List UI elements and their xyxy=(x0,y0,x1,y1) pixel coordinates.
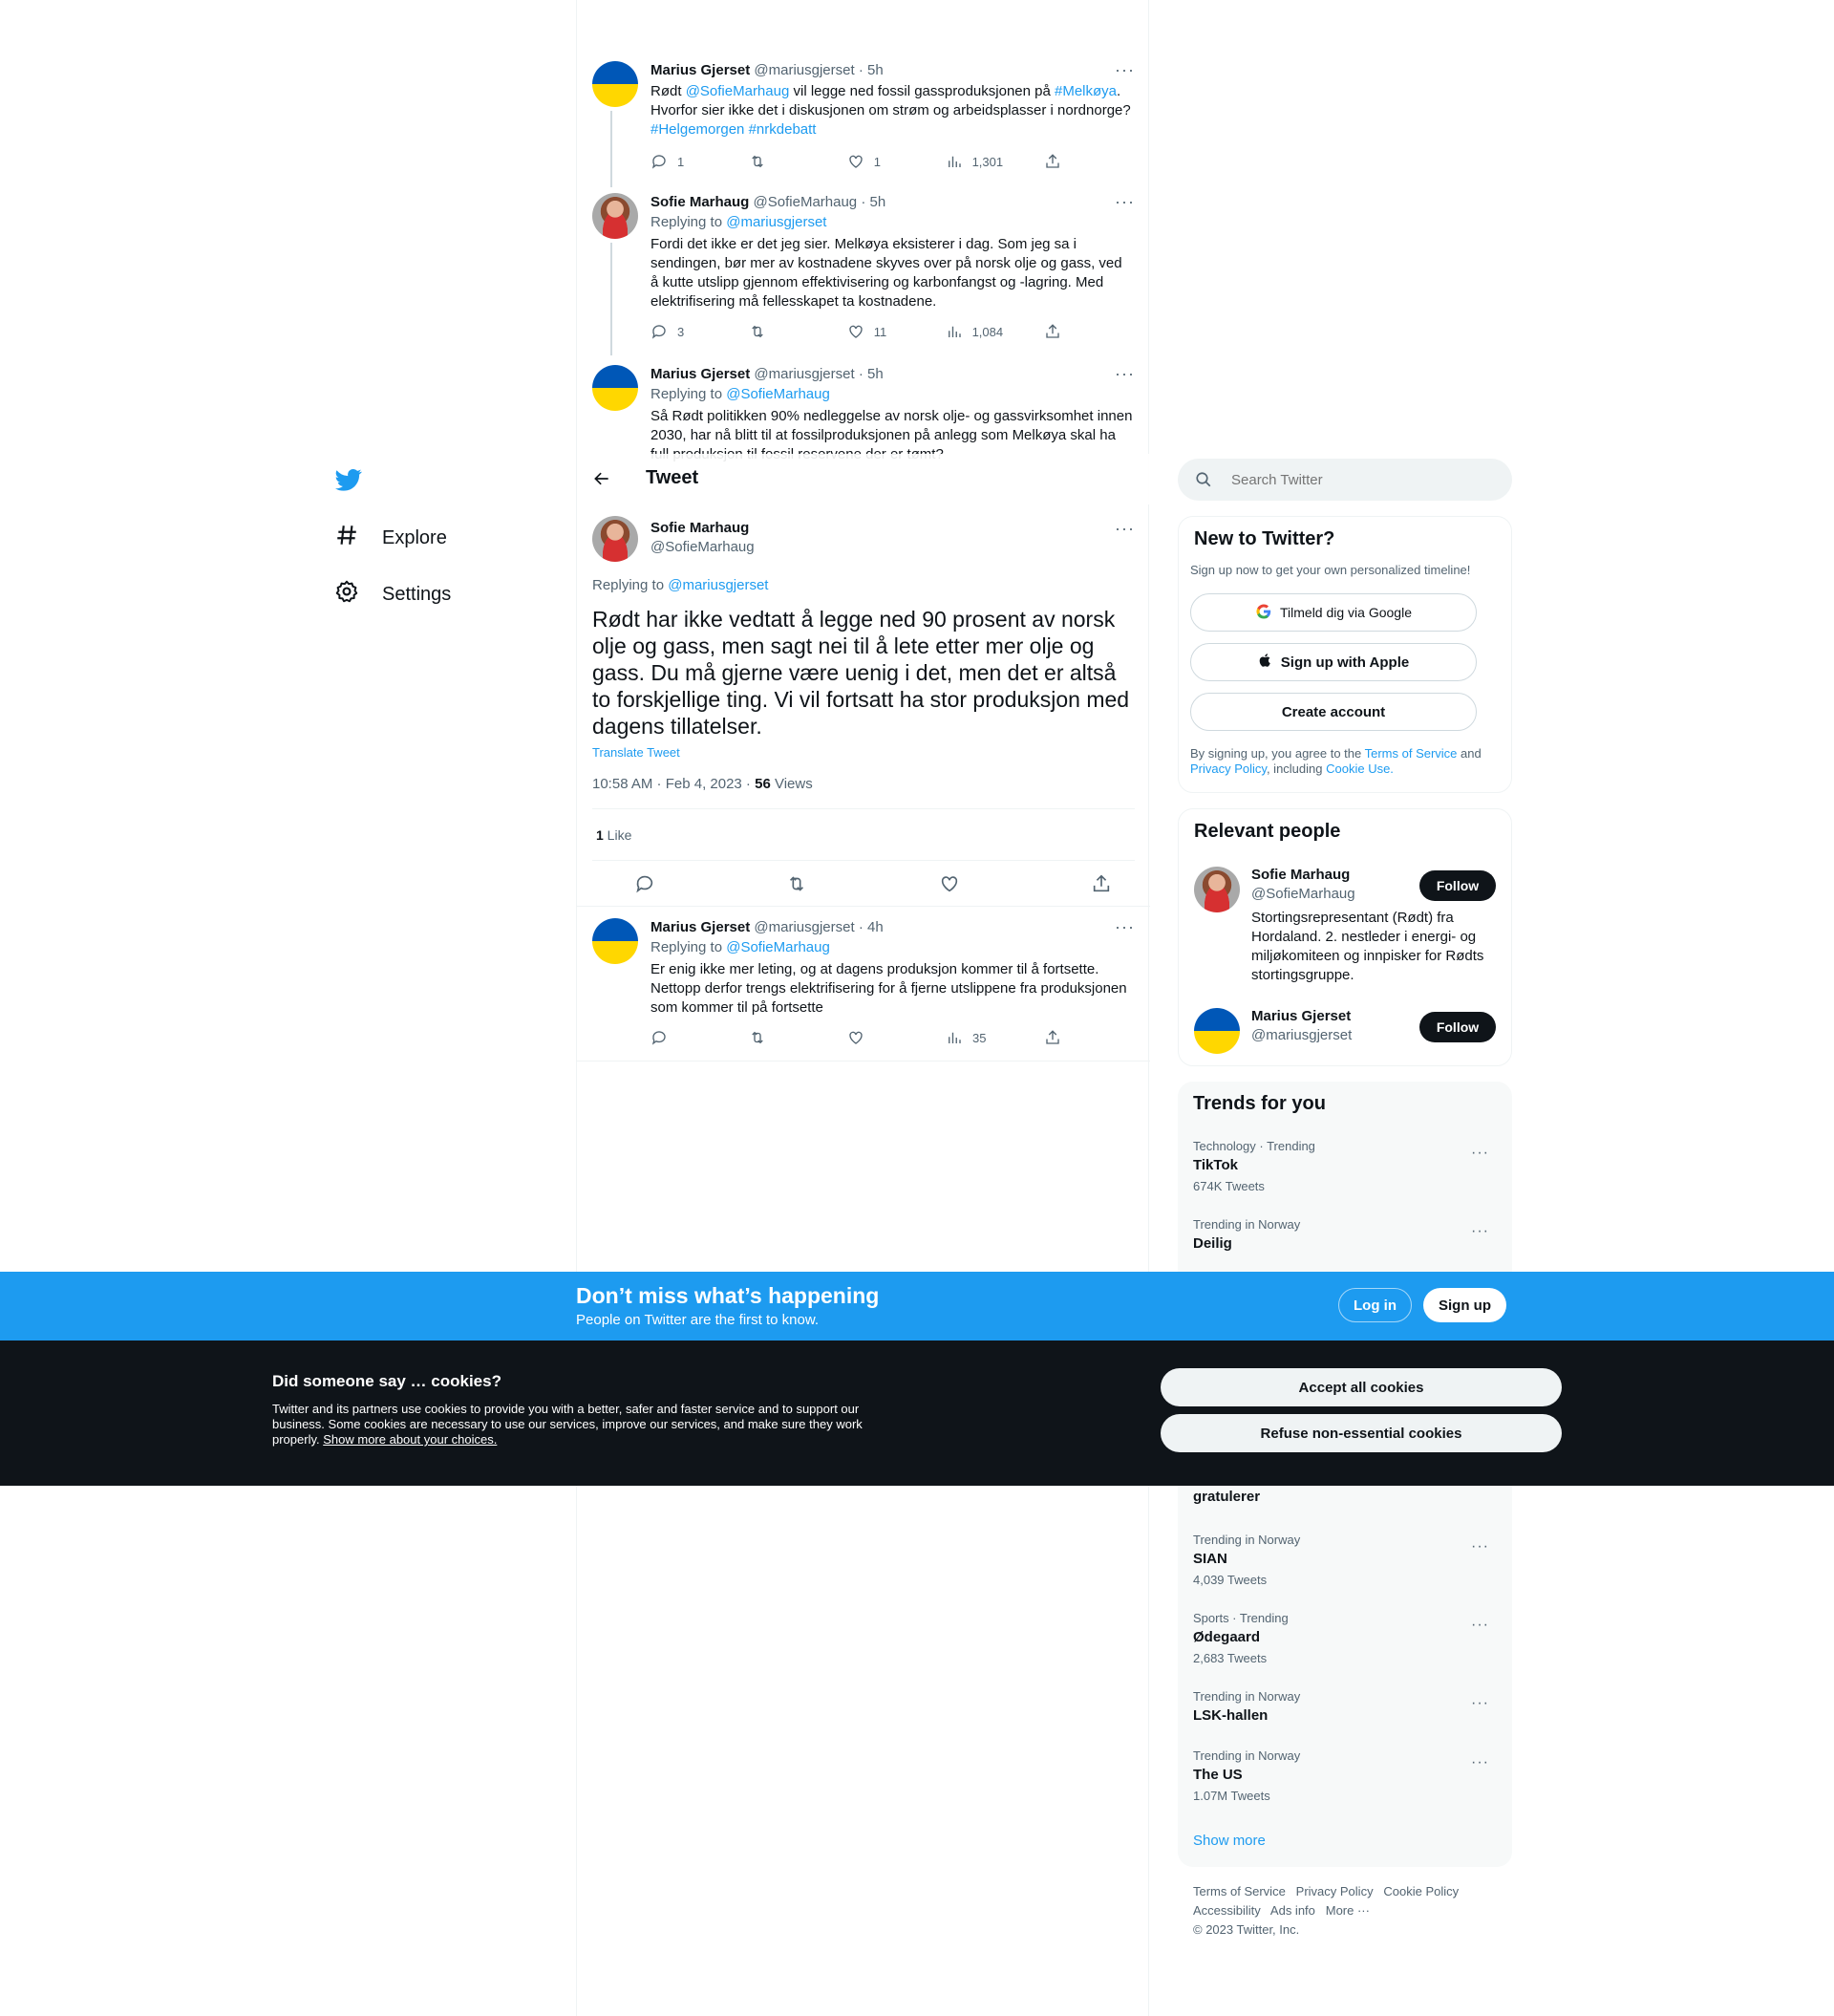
signup-button[interactable]: Sign up xyxy=(1423,1288,1506,1322)
retweet-icon xyxy=(749,323,766,340)
trend-name: Deilig xyxy=(1193,1235,1232,1252)
more-icon[interactable]: ··· xyxy=(1115,364,1135,383)
retweet-button[interactable] xyxy=(749,153,806,170)
signup-card xyxy=(1178,516,1512,793)
replying-to xyxy=(650,386,830,402)
divider xyxy=(577,906,1150,907)
more-icon[interactable]: ··· xyxy=(1115,60,1135,79)
trend-name: TikTok xyxy=(1193,1157,1238,1173)
reply-count: 1 xyxy=(677,154,685,169)
trend-category: Trending in Norway xyxy=(1193,1217,1301,1232)
banner-subtitle: People on Twitter are the first to know. xyxy=(576,1312,820,1328)
trend-name: The US xyxy=(1193,1767,1243,1783)
reply-count: 3 xyxy=(677,324,685,339)
trend-category: Trending in Norway xyxy=(1193,1748,1301,1763)
translate-link[interactable]: Translate Tweet xyxy=(592,745,680,760)
author-name[interactable]: Sofie Marhaug xyxy=(650,194,750,210)
sidebar-footer xyxy=(1193,1882,1499,1940)
footer-link[interactable]: More ··· xyxy=(1325,1903,1370,1918)
retweet-button[interactable] xyxy=(749,1029,806,1046)
nav-explore[interactable] xyxy=(334,523,447,553)
trend-item[interactable] xyxy=(1193,1217,1497,1252)
likes-count: 1 xyxy=(596,827,604,843)
reply-icon[interactable] xyxy=(634,873,655,899)
share-icon[interactable] xyxy=(1091,873,1112,899)
mention-link[interactable]: @SofieMarhaug xyxy=(726,939,830,955)
tweet-header xyxy=(650,919,884,935)
main-tweet-actions xyxy=(634,873,1112,899)
thread-connector xyxy=(610,111,612,187)
footer-link[interactable]: Accessibility xyxy=(1193,1903,1261,1918)
mention-link[interactable]: @SofieMarhaug xyxy=(685,83,790,99)
like-button[interactable] xyxy=(847,153,905,170)
trend-category: Trending in Norway xyxy=(1193,1689,1301,1704)
create-account-label: Create account xyxy=(1281,703,1386,720)
tweet-text: Er enig ikke mer leting, og at dagens produksjon kommer til å fortsette. Nettopp derfor trengs elektrifisering for å fjerne utslippene fra produksjonen som kommer til på fortsette xyxy=(650,961,1127,1016)
cookie-text xyxy=(272,1402,884,1448)
trend-category: Trending in Norway xyxy=(1193,1533,1301,1547)
author-name[interactable]: Marius Gjerset xyxy=(650,366,751,382)
google-icon xyxy=(1255,603,1272,623)
nav-explore-label: Explore xyxy=(382,526,447,548)
avatar[interactable] xyxy=(1194,1008,1240,1054)
google-signup-label: Tilmeld dig via Google xyxy=(1280,605,1412,620)
like-button[interactable] xyxy=(847,323,905,340)
mention-link[interactable]: @mariusgjerset xyxy=(668,577,769,593)
tweet-actions xyxy=(650,153,1061,170)
more-icon[interactable]: ··· xyxy=(1471,1695,1489,1711)
tweet-header xyxy=(650,366,884,382)
retweet-icon[interactable] xyxy=(786,873,807,899)
search-icon xyxy=(1195,471,1212,493)
heart-icon xyxy=(847,1029,864,1046)
author-handle[interactable]: @mariusgjerset xyxy=(754,62,855,78)
share-icon xyxy=(1044,1029,1061,1046)
likes-summary[interactable] xyxy=(596,827,631,843)
author-name[interactable]: Marius Gjerset xyxy=(650,919,751,935)
trend-item[interactable] xyxy=(1193,1748,1497,1803)
heart-icon xyxy=(847,323,864,340)
tweet-actions xyxy=(650,1029,1061,1046)
avatar[interactable] xyxy=(592,193,638,239)
more-icon[interactable]: ··· xyxy=(1471,1538,1489,1555)
text-segment: Rødt xyxy=(650,83,686,99)
author-handle[interactable]: @mariusgjerset xyxy=(754,366,855,382)
apple-icon xyxy=(1258,652,1273,673)
likes-label: Like xyxy=(603,827,632,843)
privacy-link[interactable]: Privacy Policy xyxy=(1190,761,1267,776)
terms-link[interactable]: Terms of Service xyxy=(1364,746,1458,761)
retweet-icon xyxy=(749,153,766,170)
retweet-button[interactable] xyxy=(749,323,806,340)
show-more-link[interactable]: Show more xyxy=(1193,1833,1266,1849)
avatar[interactable] xyxy=(592,918,638,964)
replying-label: Replying to xyxy=(650,214,723,230)
footer-link[interactable]: Privacy Policy xyxy=(1295,1884,1374,1898)
more-icon[interactable]: ··· xyxy=(1115,917,1135,936)
follow-button[interactable]: Follow xyxy=(1419,870,1496,901)
person-handle[interactable]: @SofieMarhaug xyxy=(1251,886,1355,902)
tweet-header xyxy=(650,62,884,78)
replying-label: Replying to xyxy=(650,386,723,402)
reply-icon xyxy=(650,1029,668,1046)
thread-connector xyxy=(610,243,612,355)
share-button[interactable] xyxy=(1044,1029,1061,1046)
tweet-text xyxy=(650,82,1133,139)
trend-category: Sports · Trending xyxy=(1193,1611,1289,1625)
tweet-time[interactable]: · 5h xyxy=(858,366,884,382)
divider xyxy=(592,860,1135,861)
divider xyxy=(592,808,1135,809)
views-button[interactable] xyxy=(946,153,1004,170)
accept-cookies-button[interactable]: Accept all cookies xyxy=(1161,1368,1562,1406)
google-signup-button[interactable] xyxy=(1190,593,1477,632)
replying-to xyxy=(650,214,826,230)
share-icon xyxy=(1044,153,1061,170)
create-account-button[interactable] xyxy=(1190,693,1477,731)
hashtag-icon xyxy=(334,523,359,553)
trend-name: Ødegaard xyxy=(1193,1629,1261,1645)
replying-to xyxy=(592,577,768,593)
like-button[interactable] xyxy=(847,1029,905,1046)
trend-item[interactable] xyxy=(1193,1485,1497,1505)
legal-text: and xyxy=(1457,746,1482,761)
views-label: Views xyxy=(770,776,813,792)
views-count: 35 xyxy=(972,1030,987,1045)
person-bio: Stortingsrepresentant (Rødt) fra Hordaland. 2. nestleder i energi- og miljøkomiteen og innpisker for Rødts stortingsgruppe. xyxy=(1251,910,1484,983)
trend-count: 1.07M Tweets xyxy=(1193,1789,1270,1803)
login-button[interactable]: Log in xyxy=(1338,1288,1412,1322)
signup-subtitle: Sign up now to get your own personalized timeline! xyxy=(1190,563,1471,577)
views-count: 1,084 xyxy=(971,324,1004,339)
author-handle[interactable]: @SofieMarhaug xyxy=(753,194,858,210)
trend-item[interactable] xyxy=(1193,1533,1497,1587)
trend-category: Technology · Trending xyxy=(1193,1139,1315,1153)
like-count: 11 xyxy=(873,324,887,339)
views-count: 1,301 xyxy=(971,154,1004,169)
share-icon xyxy=(1044,323,1061,340)
hashtag-link[interactable]: #nrkdebatt xyxy=(748,121,817,138)
footer-link[interactable]: Ads info xyxy=(1269,1903,1315,1918)
tweet-page-header xyxy=(577,454,1150,504)
gear-icon xyxy=(334,579,359,610)
share-button[interactable] xyxy=(1044,323,1061,340)
trend-count: 4,039 Tweets xyxy=(1193,1573,1268,1587)
avatar[interactable] xyxy=(592,516,638,562)
views-icon xyxy=(946,323,963,340)
replying-to xyxy=(650,939,830,955)
trends-title: Trends for you xyxy=(1193,1093,1326,1114)
reply-button[interactable] xyxy=(650,323,708,340)
cookie-link[interactable]: Cookie Use. xyxy=(1326,761,1394,776)
tweet-header xyxy=(650,194,885,210)
views-icon xyxy=(946,1029,963,1046)
timestamp[interactable]: 10:58 AM · Feb 4, 2023 · xyxy=(592,776,756,792)
avatar[interactable] xyxy=(592,365,638,411)
trend-name: gratulerer xyxy=(1193,1489,1261,1505)
copyright: © 2023 Twitter, Inc. xyxy=(1193,1922,1300,1937)
cookie-more-link[interactable]: Show more about your choices. xyxy=(323,1432,498,1447)
trend-item[interactable] xyxy=(1193,1611,1497,1665)
page-title: Tweet xyxy=(646,467,699,488)
heart-icon xyxy=(847,153,864,170)
signup-legal xyxy=(1190,746,1505,777)
main-tweet xyxy=(577,504,1150,906)
retweet-icon xyxy=(749,1029,766,1046)
twitter-logo-icon[interactable] xyxy=(334,466,363,493)
tweet-text: Så Rødt politikken 90% nedleggelse av norsk olje- og gassvirksomhet innen 2030, har nå blitt til at fossilproduksjonen på anlegg som Melkøya skal ha xyxy=(650,408,1133,443)
tweet-text: Fordi det ikke er det jeg sier. Melkøya eksisterer i dag. Som jeg sa i sendingen, bør mer av kostnadene skyves over på norsk olje og gass, ved å kutte utslipp gjennom effektivisering og karbonfangst og -lagring. Med elektrifisering må fellesskapet ta kostnadene. xyxy=(650,236,1122,310)
trend-count: 2,683 Tweets xyxy=(1193,1651,1268,1665)
like-count: 1 xyxy=(873,154,881,169)
nav-settings[interactable] xyxy=(334,579,451,610)
thread-tweet-3[interactable] xyxy=(577,361,1150,454)
author-handle[interactable]: @SofieMarhaug xyxy=(650,539,755,555)
more-icon[interactable]: ··· xyxy=(1471,1617,1489,1633)
person-name[interactable]: Sofie Marhaug xyxy=(1251,867,1351,883)
login-banner xyxy=(0,1272,1834,1340)
reply-tweet[interactable] xyxy=(577,918,1150,1062)
trend-count: 674K Tweets xyxy=(1193,1179,1265,1193)
thread-tweet-2[interactable] xyxy=(577,189,1150,352)
views-button[interactable] xyxy=(946,1029,1003,1046)
trend-name: SIAN xyxy=(1193,1551,1227,1567)
tweet-text: Rødt har ikke vedtatt å legge ned 90 prosent av norsk olje og gass, men sagt nei til å lete etter mer olje og gass. Du må gjerne være uenig i det, men det er altså to forskjellige ting. Vi vil fortsatt ha stor produksjon med dagens tillatelser. xyxy=(592,607,1130,739)
tweet-time[interactable]: · 5h xyxy=(858,62,884,78)
views-button[interactable] xyxy=(946,323,1004,340)
heart-icon[interactable] xyxy=(939,873,960,899)
trend-item[interactable] xyxy=(1193,1139,1497,1193)
footer-link[interactable]: Cookie Policy xyxy=(1383,1884,1460,1898)
text-segment: vil legge ned fossil gassproduksjonen på xyxy=(789,83,1055,99)
more-icon[interactable]: ··· xyxy=(1471,1145,1489,1161)
reply-button[interactable] xyxy=(650,1029,708,1046)
search-input[interactable] xyxy=(1231,468,1489,491)
views-icon xyxy=(946,153,963,170)
cookie-title: Did someone say … cookies? xyxy=(272,1372,501,1390)
tweet-meta xyxy=(592,776,813,792)
reply-icon xyxy=(650,323,668,340)
views-count: 56 xyxy=(755,776,771,792)
relevant-people-card xyxy=(1178,808,1512,1066)
author-name[interactable]: Sofie Marhaug xyxy=(650,520,750,536)
more-icon[interactable]: ··· xyxy=(1115,192,1135,211)
apple-signup-button[interactable] xyxy=(1190,643,1477,681)
person-handle[interactable]: @mariusgjerset xyxy=(1251,1027,1353,1043)
relevant-title: Relevant people xyxy=(1194,821,1341,842)
reply-icon xyxy=(650,153,668,170)
reply-button[interactable] xyxy=(650,153,708,170)
follow-button[interactable]: Follow xyxy=(1419,1012,1496,1042)
nav-settings-label: Settings xyxy=(382,583,452,605)
tweet-time[interactable]: · 4h xyxy=(858,919,884,935)
more-icon[interactable]: ··· xyxy=(1115,519,1135,538)
person-name[interactable]: Marius Gjerset xyxy=(1251,1008,1352,1024)
banner-title: Don’t miss what’s happening xyxy=(576,1283,880,1308)
apple-signup-label: Sign up with Apple xyxy=(1280,654,1410,671)
signup-title: New to Twitter? xyxy=(1194,528,1335,549)
refuse-cookies-button[interactable]: Refuse non-essential cookies xyxy=(1161,1414,1562,1452)
more-icon[interactable]: ··· xyxy=(1471,1223,1489,1239)
legal-text: , including xyxy=(1266,761,1327,776)
author-handle[interactable]: @mariusgjerset xyxy=(754,919,855,935)
cookie-description: Twitter and its partners use cookies to provide you with a better, safer and faster service and to support our business. Some cookies are necessary to use our services, improve our services, and make sure they work properly. xyxy=(272,1402,863,1447)
more-icon[interactable]: ··· xyxy=(1471,1754,1489,1770)
avatar[interactable] xyxy=(1194,867,1240,912)
author-name[interactable]: Marius Gjerset xyxy=(650,62,751,78)
trend-name: LSK-hallen xyxy=(1193,1707,1269,1724)
cookie-banner xyxy=(0,1340,1834,1486)
hashtag-link[interactable]: #Melkøya xyxy=(1055,83,1118,99)
replying-label: Replying to xyxy=(592,577,665,593)
avatar[interactable] xyxy=(592,61,638,107)
footer-link[interactable]: Terms of Service xyxy=(1193,1884,1286,1898)
text-segment: . Hvorfor sier ikke det i diskusjonen om strøm og arbeidsplasser i nordnorge? xyxy=(650,83,1131,118)
hashtag-link[interactable]: #Helgemorgen xyxy=(650,121,745,138)
trend-item[interactable] xyxy=(1193,1689,1497,1724)
share-button[interactable] xyxy=(1044,153,1061,170)
replying-label: Replying to xyxy=(650,939,723,955)
mention-link[interactable]: @SofieMarhaug xyxy=(726,386,830,402)
main-column xyxy=(576,0,1149,2016)
back-arrow-icon[interactable] xyxy=(592,469,611,493)
legal-text: By signing up, you agree to the xyxy=(1190,746,1365,761)
search-box[interactable] xyxy=(1178,459,1512,501)
divider xyxy=(577,1061,1150,1062)
tweet-time[interactable]: · 5h xyxy=(861,194,886,210)
tweet-actions xyxy=(650,323,1061,340)
mention-link[interactable]: @mariusgjerset xyxy=(726,214,827,230)
thread-tweet-1[interactable] xyxy=(577,57,1150,177)
